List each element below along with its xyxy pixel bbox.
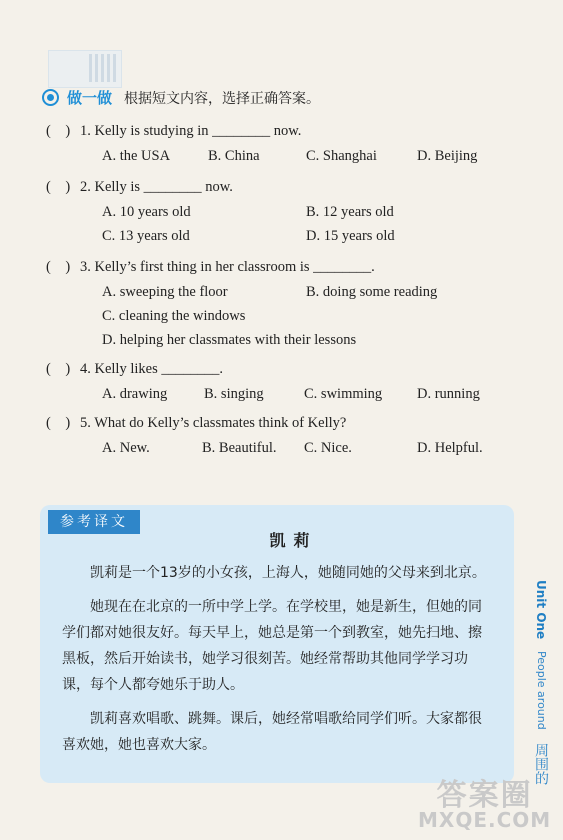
unit-label: Unit One <box>534 580 548 640</box>
question-stem: 1. Kelly is studying in ________ now. <box>80 123 302 139</box>
translation-tab: 参考译文 <box>48 510 140 534</box>
question-list <box>46 118 516 460</box>
option-d: D. 15 years old <box>306 228 395 244</box>
watermark-text: 答案圈 <box>436 778 533 813</box>
option-b: B. doing some reading <box>306 284 438 300</box>
unit-side-tab <box>524 580 548 785</box>
unit-chinese: 周围的 <box>533 742 549 785</box>
option-d: D. helping her classmates with their lessons <box>102 332 357 348</box>
question-4 <box>46 356 516 406</box>
option-a: A. New. <box>102 440 150 456</box>
option-c: C. cleaning the windows <box>102 308 246 324</box>
section-instruction: 根据短文内容，选择正确答案。 <box>124 90 321 107</box>
question-stem: 5. What do Kelly’s classmates think of Kelly? <box>80 415 347 431</box>
unit-subtitle: People around <box>535 650 548 730</box>
option-a: A. drawing <box>102 386 168 402</box>
option-b: B. China <box>208 148 260 164</box>
option-a: A. 10 years old <box>102 204 191 220</box>
qr-code-icon <box>89 54 117 82</box>
option-d: D. running <box>417 386 480 402</box>
option-b: B. 12 years old <box>306 204 394 220</box>
answer-bracket[interactable]: ( ) <box>46 123 71 139</box>
option-d: D. Beijing <box>417 148 478 164</box>
answer-bracket[interactable]: ( ) <box>46 361 71 377</box>
question-3 <box>46 254 516 352</box>
bullseye-icon <box>42 89 59 106</box>
translation-title: 凯莉 <box>269 531 318 550</box>
question-stem: 4. Kelly likes ________. <box>80 361 223 377</box>
option-c: C. Shanghai <box>306 148 377 164</box>
watermark-url: MXQE.COM <box>418 808 552 832</box>
option-c: C. swimming <box>304 386 383 402</box>
option-c: C. Nice. <box>304 440 352 456</box>
question-stem: 2. Kelly is ________ now. <box>80 179 233 195</box>
qr-code-stamp <box>48 50 122 88</box>
translation-paragraph: 凯莉喜欢唱歌、跳舞。课后，她经常唱歌给同学们听。大家都很喜欢她，她也喜欢大家。 <box>62 711 482 753</box>
option-c: C. 13 years old <box>102 228 190 244</box>
watermark-logo <box>418 770 551 832</box>
option-a: A. sweeping the floor <box>102 284 228 300</box>
option-d: D. Helpful. <box>417 440 483 456</box>
question-5 <box>46 410 516 460</box>
question-2 <box>46 174 516 248</box>
section-header <box>42 87 320 108</box>
translation-paragraph: 她现在在北京的一所中学上学。在学校里，她是新生，但她的同学们都对她很友好。每天早上，她总是第一个到教室，她先扫地、擦黑板，然后开始读书，她学习很刻苦。她经常帮助其他同学学习功课，每个人都夸她乐于助人。 <box>62 599 482 693</box>
option-a: A. the USA <box>102 148 171 164</box>
answer-bracket[interactable]: ( ) <box>46 179 71 195</box>
answer-bracket[interactable]: ( ) <box>46 415 71 431</box>
section-label: 做一做 <box>67 89 113 107</box>
translation-body <box>62 560 494 766</box>
translation-paragraph: 凯莉是一个13岁的小女孩，上海人，她随同她的父母来到北京。 <box>90 565 486 581</box>
option-b: B. singing <box>204 386 264 402</box>
question-stem: 3. Kelly’s first thing in her classroom is ________. <box>80 259 375 275</box>
option-b: B. Beautiful. <box>202 440 277 456</box>
answer-bracket[interactable]: ( ) <box>46 259 71 275</box>
question-1 <box>46 118 516 168</box>
